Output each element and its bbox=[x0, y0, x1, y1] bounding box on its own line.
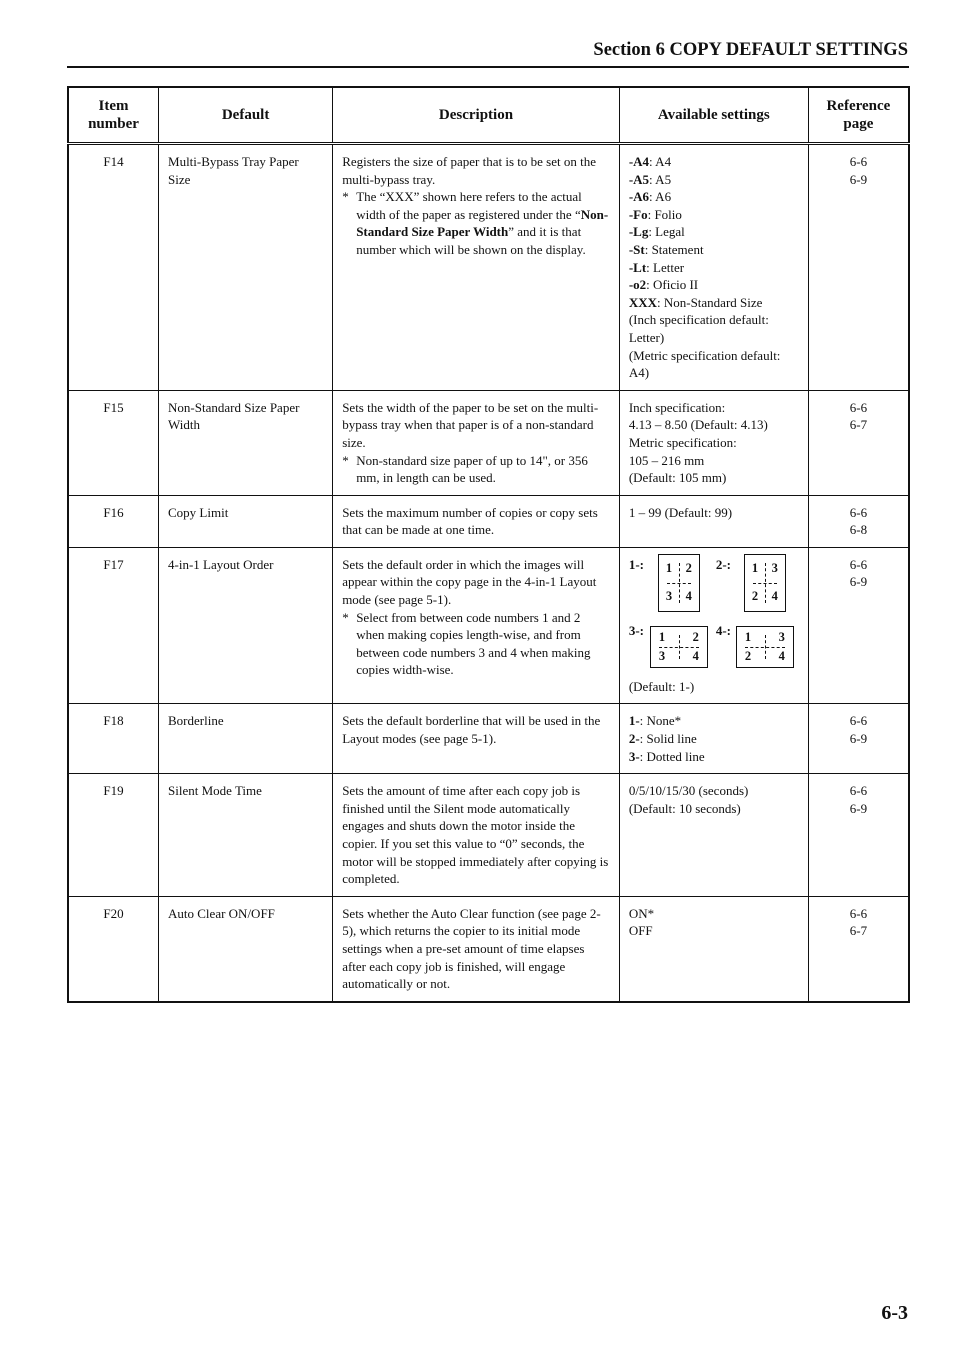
setting-text: : Folio bbox=[647, 206, 682, 222]
setting-text: : A6 bbox=[649, 189, 672, 205]
setting-line bbox=[629, 223, 799, 241]
reference-page: 6-6 bbox=[849, 556, 868, 572]
setting-line: (Default: 10 seconds) bbox=[628, 800, 741, 816]
page-number: 2 bbox=[685, 560, 692, 575]
default-name: Auto Clear ON/OFF bbox=[159, 896, 333, 1001]
setting-line bbox=[629, 153, 799, 171]
description bbox=[333, 704, 620, 774]
col-header-available-settings: Available settings bbox=[619, 87, 808, 144]
note-asterisk: * bbox=[342, 452, 349, 468]
setting-line bbox=[629, 294, 799, 312]
page-number: 2 bbox=[751, 589, 759, 604]
note-text: Select from between code numbers 1 and 2 when making copies length-wise, and from between code numbers 3 and 4 when making copies width-wise. bbox=[356, 609, 591, 678]
default-name: Borderline bbox=[159, 704, 333, 774]
reference-page: 6-9 bbox=[849, 800, 868, 816]
default-name: 4-in-1 Layout Order bbox=[159, 547, 333, 704]
setting-text: : None* bbox=[639, 713, 682, 729]
setting-line bbox=[629, 276, 799, 294]
description bbox=[333, 547, 620, 704]
description-note bbox=[342, 188, 610, 258]
reference-pages bbox=[808, 144, 909, 391]
note-asterisk: * bbox=[342, 609, 349, 625]
layout-label: 3-: bbox=[628, 622, 644, 638]
setting-code: -Fo bbox=[628, 206, 648, 222]
note-text: ” and it is that number which will be shown on the display. bbox=[356, 224, 586, 257]
section-title: Section 6 COPY DEFAULT SETTINGS bbox=[593, 40, 908, 60]
item-number: F16 bbox=[68, 495, 159, 547]
page-number: 3 bbox=[658, 649, 666, 664]
setting-text: : Statement bbox=[644, 241, 704, 257]
setting-text: : Non-Standard Size bbox=[656, 294, 763, 310]
note-text: Non-standard size paper of up to 14", or 356 mm, in length can be used. bbox=[356, 452, 588, 486]
layout-label: 1-: bbox=[628, 556, 644, 572]
setting-text: : Dotted line bbox=[639, 748, 705, 764]
setting-text: : Legal bbox=[648, 224, 685, 240]
reference-pages bbox=[808, 547, 909, 704]
header-rule bbox=[67, 66, 909, 68]
table-row bbox=[68, 144, 909, 391]
setting-line: 0/5/10/15/30 (seconds) bbox=[628, 783, 749, 799]
setting-text: : A5 bbox=[649, 171, 672, 187]
setting-line bbox=[629, 171, 799, 189]
default-name: Copy Limit bbox=[159, 495, 333, 547]
description-text: Sets the default order in which the images will appear within the copy page in the 4-in-1 Layout mode (see page 5-1). bbox=[342, 556, 597, 608]
col-header-item-number: Item number bbox=[68, 87, 159, 144]
item-number: F17 bbox=[68, 547, 159, 704]
item-number: F18 bbox=[68, 704, 159, 774]
table-row bbox=[68, 704, 909, 774]
setting-line bbox=[629, 259, 799, 277]
setting-line bbox=[629, 712, 799, 730]
setting-code: 1- bbox=[628, 713, 640, 729]
layout-page-4 bbox=[736, 626, 794, 668]
page-number: 1 bbox=[665, 560, 673, 575]
setting-line: ON* bbox=[628, 905, 655, 921]
setting-code: -Lt bbox=[628, 259, 647, 275]
note-bold-text: Non-Standard Size Paper Width bbox=[356, 206, 609, 240]
description-text: Sets the default borderline that will be used in the Layout modes (see page 5-1). bbox=[342, 713, 601, 747]
setting-line bbox=[629, 241, 799, 259]
page-number: 6-3 bbox=[881, 1302, 908, 1324]
reference-pages bbox=[808, 495, 909, 547]
default-name: Multi-Bypass Tray Paper Size bbox=[159, 144, 333, 391]
setting-line: OFF bbox=[628, 923, 653, 939]
available-settings bbox=[619, 896, 808, 1001]
page-number: 3 bbox=[771, 560, 778, 575]
copy-default-settings-table bbox=[67, 86, 910, 1003]
available-settings bbox=[619, 390, 808, 495]
setting-line bbox=[629, 730, 799, 748]
table-row bbox=[68, 774, 909, 897]
setting-code: -A4 bbox=[628, 154, 650, 169]
table-row bbox=[68, 896, 909, 1001]
setting-line bbox=[629, 206, 799, 224]
item-number: F20 bbox=[68, 896, 159, 1001]
reference-page: 6-6 bbox=[849, 154, 868, 169]
reference-page: 6-6 bbox=[849, 399, 868, 415]
reference-page: 6-8 bbox=[849, 522, 868, 538]
layout-page-3 bbox=[650, 626, 708, 668]
setting-line bbox=[629, 188, 799, 206]
reference-page: 6-9 bbox=[849, 171, 868, 187]
page-number: 4 bbox=[685, 589, 692, 604]
layout-label: 4-: bbox=[715, 622, 731, 638]
setting-code: XXX bbox=[628, 294, 657, 310]
setting-text: : A4 bbox=[649, 154, 672, 169]
page-number: 2 bbox=[744, 649, 752, 664]
page-number: 1 bbox=[751, 560, 759, 575]
setting-line: 105 – 216 mm bbox=[628, 452, 705, 468]
description-text: Sets the amount of time after each copy job is finished until the Silent mode automatically engages and shuts down the motor inside the copier. If you set this value to “0” seconds, the motor will be stopped immediately after copying is completed. bbox=[342, 783, 609, 887]
reference-page: 6-9 bbox=[849, 731, 868, 747]
description bbox=[333, 390, 620, 495]
setting-code: -St bbox=[628, 241, 645, 257]
setting-text: : Oficio II bbox=[646, 277, 699, 293]
reference-page: 6-6 bbox=[849, 713, 868, 729]
setting-line: (Default: 105 mm) bbox=[628, 470, 727, 486]
reference-page: 6-9 bbox=[849, 574, 868, 590]
setting-default: (Default: 1-) bbox=[628, 678, 695, 694]
setting-line: Inch specification: bbox=[628, 399, 726, 415]
reference-page: 6-6 bbox=[849, 783, 868, 799]
page-number: 4 bbox=[778, 649, 785, 664]
reference-pages bbox=[808, 774, 909, 897]
layout-page-1 bbox=[658, 554, 700, 612]
page-number: 2 bbox=[692, 629, 699, 644]
table-row bbox=[68, 547, 909, 704]
page-number: 4 bbox=[771, 589, 778, 604]
description-note bbox=[342, 452, 610, 487]
page-number: 3 bbox=[778, 629, 785, 644]
setting-text: : Letter bbox=[646, 259, 685, 275]
setting-code: -Lg bbox=[628, 224, 649, 240]
default-name: Silent Mode Time bbox=[159, 774, 333, 897]
description bbox=[333, 774, 620, 897]
layout-label: 2-: bbox=[715, 556, 731, 572]
item-number: F15 bbox=[68, 390, 159, 495]
item-number: F19 bbox=[68, 774, 159, 897]
reference-page: 6-6 bbox=[849, 504, 868, 520]
setting-line: 4.13 – 8.50 (Default: 4.13) bbox=[628, 417, 768, 433]
col-header-description: Description bbox=[333, 87, 620, 144]
setting-code: 3- bbox=[628, 748, 640, 764]
description-text: Registers the size of paper that is to be set on the multi-bypass tray. bbox=[342, 154, 596, 187]
note-asterisk: * bbox=[342, 189, 349, 205]
setting-code: -o2 bbox=[628, 277, 647, 293]
reference-page: 6-7 bbox=[849, 923, 868, 939]
note-text: The “XXX” shown here refers to the actual width of the paper as registered under the “ bbox=[356, 189, 582, 222]
page-number: 3 bbox=[665, 589, 673, 604]
reference-page: 6-7 bbox=[849, 417, 868, 433]
description-text: Sets the maximum number of copies or copy sets that can be made at one time. bbox=[342, 504, 598, 538]
page-number: 1 bbox=[744, 629, 752, 644]
setting-code: -A6 bbox=[628, 189, 650, 205]
reference-pages bbox=[808, 390, 909, 495]
reference-pages bbox=[808, 704, 909, 774]
col-header-default: Default bbox=[159, 87, 333, 144]
description bbox=[333, 144, 620, 391]
description-text: Sets the width of the paper to be set on the multi-bypass tray when that paper is of a non-standard size. bbox=[342, 399, 599, 450]
setting-line: 1 – 99 (Default: 99) bbox=[628, 504, 733, 520]
reference-pages bbox=[808, 896, 909, 1001]
available-settings bbox=[619, 704, 808, 774]
description-note bbox=[342, 609, 610, 679]
page-number: 1 bbox=[658, 629, 666, 644]
default-name: Non-Standard Size Paper Width bbox=[159, 390, 333, 495]
setting-code: 2- bbox=[628, 731, 640, 747]
setting-note: (Inch specification default: Letter) bbox=[628, 312, 769, 345]
col-header-reference-page: Reference page bbox=[808, 87, 909, 144]
description bbox=[333, 495, 620, 547]
table-row bbox=[68, 495, 909, 547]
table-header-row bbox=[68, 87, 909, 144]
setting-line bbox=[629, 748, 799, 766]
setting-code: -A5 bbox=[628, 171, 650, 187]
available-settings bbox=[619, 144, 808, 391]
available-settings bbox=[619, 547, 808, 704]
layout-order-diagram bbox=[629, 556, 799, 678]
item-number: F14 bbox=[68, 144, 159, 391]
reference-page: 6-6 bbox=[849, 905, 868, 921]
setting-note: (Metric specification default: A4) bbox=[628, 347, 781, 381]
table-row bbox=[68, 390, 909, 495]
setting-text: : Solid line bbox=[639, 731, 697, 747]
available-settings bbox=[619, 495, 808, 547]
available-settings bbox=[619, 774, 808, 897]
description bbox=[333, 896, 620, 1001]
page-number: 4 bbox=[692, 649, 699, 664]
layout-page-2 bbox=[744, 554, 786, 612]
description-text: Sets whether the Auto Clear function (see page 2-5), which returns the copier to its initial mode settings when a pre-set amount of time elapses after each copy job is finished, will engage automatically or not. bbox=[342, 905, 601, 992]
setting-line: Metric specification: bbox=[628, 434, 737, 450]
